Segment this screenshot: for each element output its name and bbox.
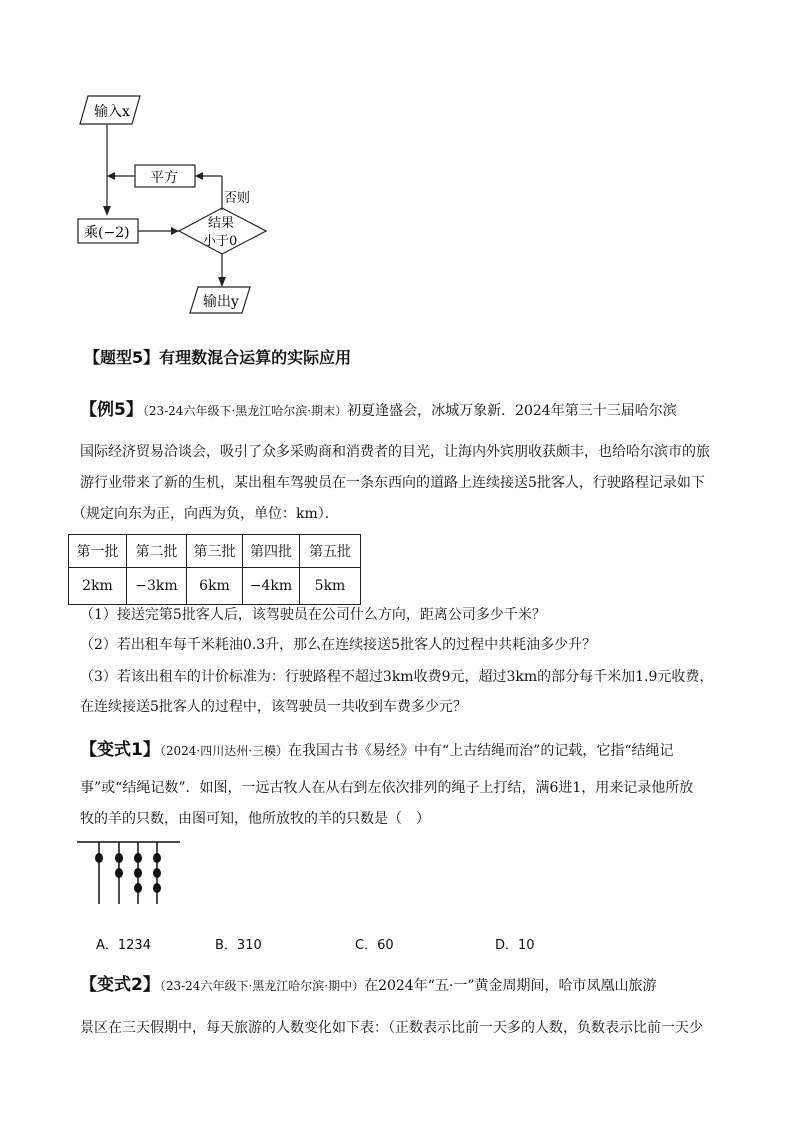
input-label: 输入x	[94, 104, 130, 120]
example5-line3: 游行业带来了新的生机，某出租车驾驶员在一条东西向的道路上连续接送5批客人，行驶路程记录如下	[80, 475, 705, 491]
example5-source: （23-24六年级下·黑龙江哈尔滨·期末）	[142, 404, 348, 418]
option-a[interactable]: A．1234	[96, 938, 151, 953]
variant1-tag: 【变式1】	[80, 740, 160, 760]
option-d[interactable]: D．10	[495, 938, 535, 953]
table-cell: 2km	[69, 568, 127, 605]
table-header-cell: 第二批	[127, 535, 187, 568]
flowchart	[0, 0, 300, 324]
table-cell: −3km	[127, 568, 187, 605]
multiply-label: 乘(−2)	[84, 225, 130, 241]
square-label: 平方	[150, 170, 178, 186]
knot-rope-svg	[75, 838, 185, 908]
else-label: 否则	[224, 191, 251, 206]
arrow-down-icon	[218, 277, 226, 287]
rope-knot	[153, 883, 161, 893]
question-2: （2）若出租车每千米耗油0.3升，那么在连续接送5批客人的过程中共耗油多少升？	[80, 637, 597, 653]
output-label: 输出y	[203, 294, 239, 310]
rope-knot	[115, 853, 123, 863]
example5-line4: （规定向东为正，向西为负，单位：km）．	[72, 506, 339, 522]
variant1-line2: 事”或“结绳记数”．如图，一远古牧人在从右到左依次排列的绳子上打结，满6进1，用来记录他所放	[80, 780, 694, 796]
table-header-cell: 第五批	[300, 535, 361, 568]
rope-knot	[134, 868, 142, 878]
table-cell: 5km	[300, 568, 361, 605]
rope-knot	[95, 853, 103, 863]
rope-knot	[153, 853, 161, 863]
condition-line2: 小于0	[203, 234, 238, 249]
variant2-tag: 【变式2】	[80, 975, 160, 995]
variant2-source: （23-24六年级下·黑龙江哈尔滨·期中）	[159, 979, 365, 993]
distance-table	[68, 534, 361, 605]
example5-line2: 国际经济贸易洽谈会，吸引了众多采购商和消费者的目光，让海内外宾朋收获颇丰，也给哈尔滨市的旅	[80, 444, 710, 460]
condition-line1: 结果	[208, 216, 235, 231]
arrow-down-icon	[103, 206, 111, 216]
example5-line1	[80, 400, 677, 421]
option-b[interactable]: B．310	[215, 938, 262, 953]
arrow-left-icon	[195, 172, 203, 180]
question-3-line1: （3）若该出租车的计价标准为：行驶路程不超过3km收费9元，超过3km的部分每千米加1.9元收费，	[80, 669, 714, 685]
table-header-cell: 第四批	[243, 535, 300, 568]
table-cell: 6km	[187, 568, 243, 605]
question-3-line2: 在连续接送5批客人的过程中，该驾驶员一共收到车费多少元？	[80, 699, 467, 715]
variant1-line3: 牧的羊的只数，由图可知，他所放牧的羊的只数是（ ）	[80, 811, 430, 827]
flowchart-svg	[0, 0, 300, 320]
variant2-line2: 景区在三天假期中，每天旅游的人数变化如下表：（正数表示比前一天多的人数，负数表示比前一天少	[80, 1020, 703, 1036]
section-title: 【题型5】有理数混合运算的实际应用	[84, 348, 352, 367]
rope-knot	[134, 853, 142, 863]
example5-tag: 【例5】	[80, 400, 143, 420]
arrow-left-icon	[107, 172, 115, 180]
rope-knot	[115, 868, 123, 878]
variant2-line1	[80, 975, 656, 996]
example5-line1-text: 初夏逢盛会，冰城万象新．2024年第三十三届哈尔滨	[347, 403, 677, 419]
variant1-line1-text: 在我国古书《易经》中有“上古结绳而治”的记载，它指“结绳记	[288, 743, 674, 759]
table-row	[69, 568, 361, 605]
table-cell: −4km	[243, 568, 300, 605]
rope-knot	[153, 868, 161, 878]
question-1: （1）接送完第5批客人后，该驾驶员在公司什么方向，距离公司多少千米？	[80, 607, 546, 623]
table-header-cell: 第一批	[69, 535, 127, 568]
rope-knot	[134, 883, 142, 893]
table-header-cell: 第三批	[187, 535, 243, 568]
knot-rope-figure	[75, 838, 185, 912]
variant2-line1-text: 在2024年“五·一”黄金周期间，哈市凤凰山旅游	[364, 978, 657, 994]
variant1-source: （2024·四川达州·三模）	[159, 744, 289, 758]
table-row	[69, 535, 361, 568]
variant1-line1	[80, 740, 674, 761]
option-c[interactable]: C．60	[355, 938, 394, 953]
